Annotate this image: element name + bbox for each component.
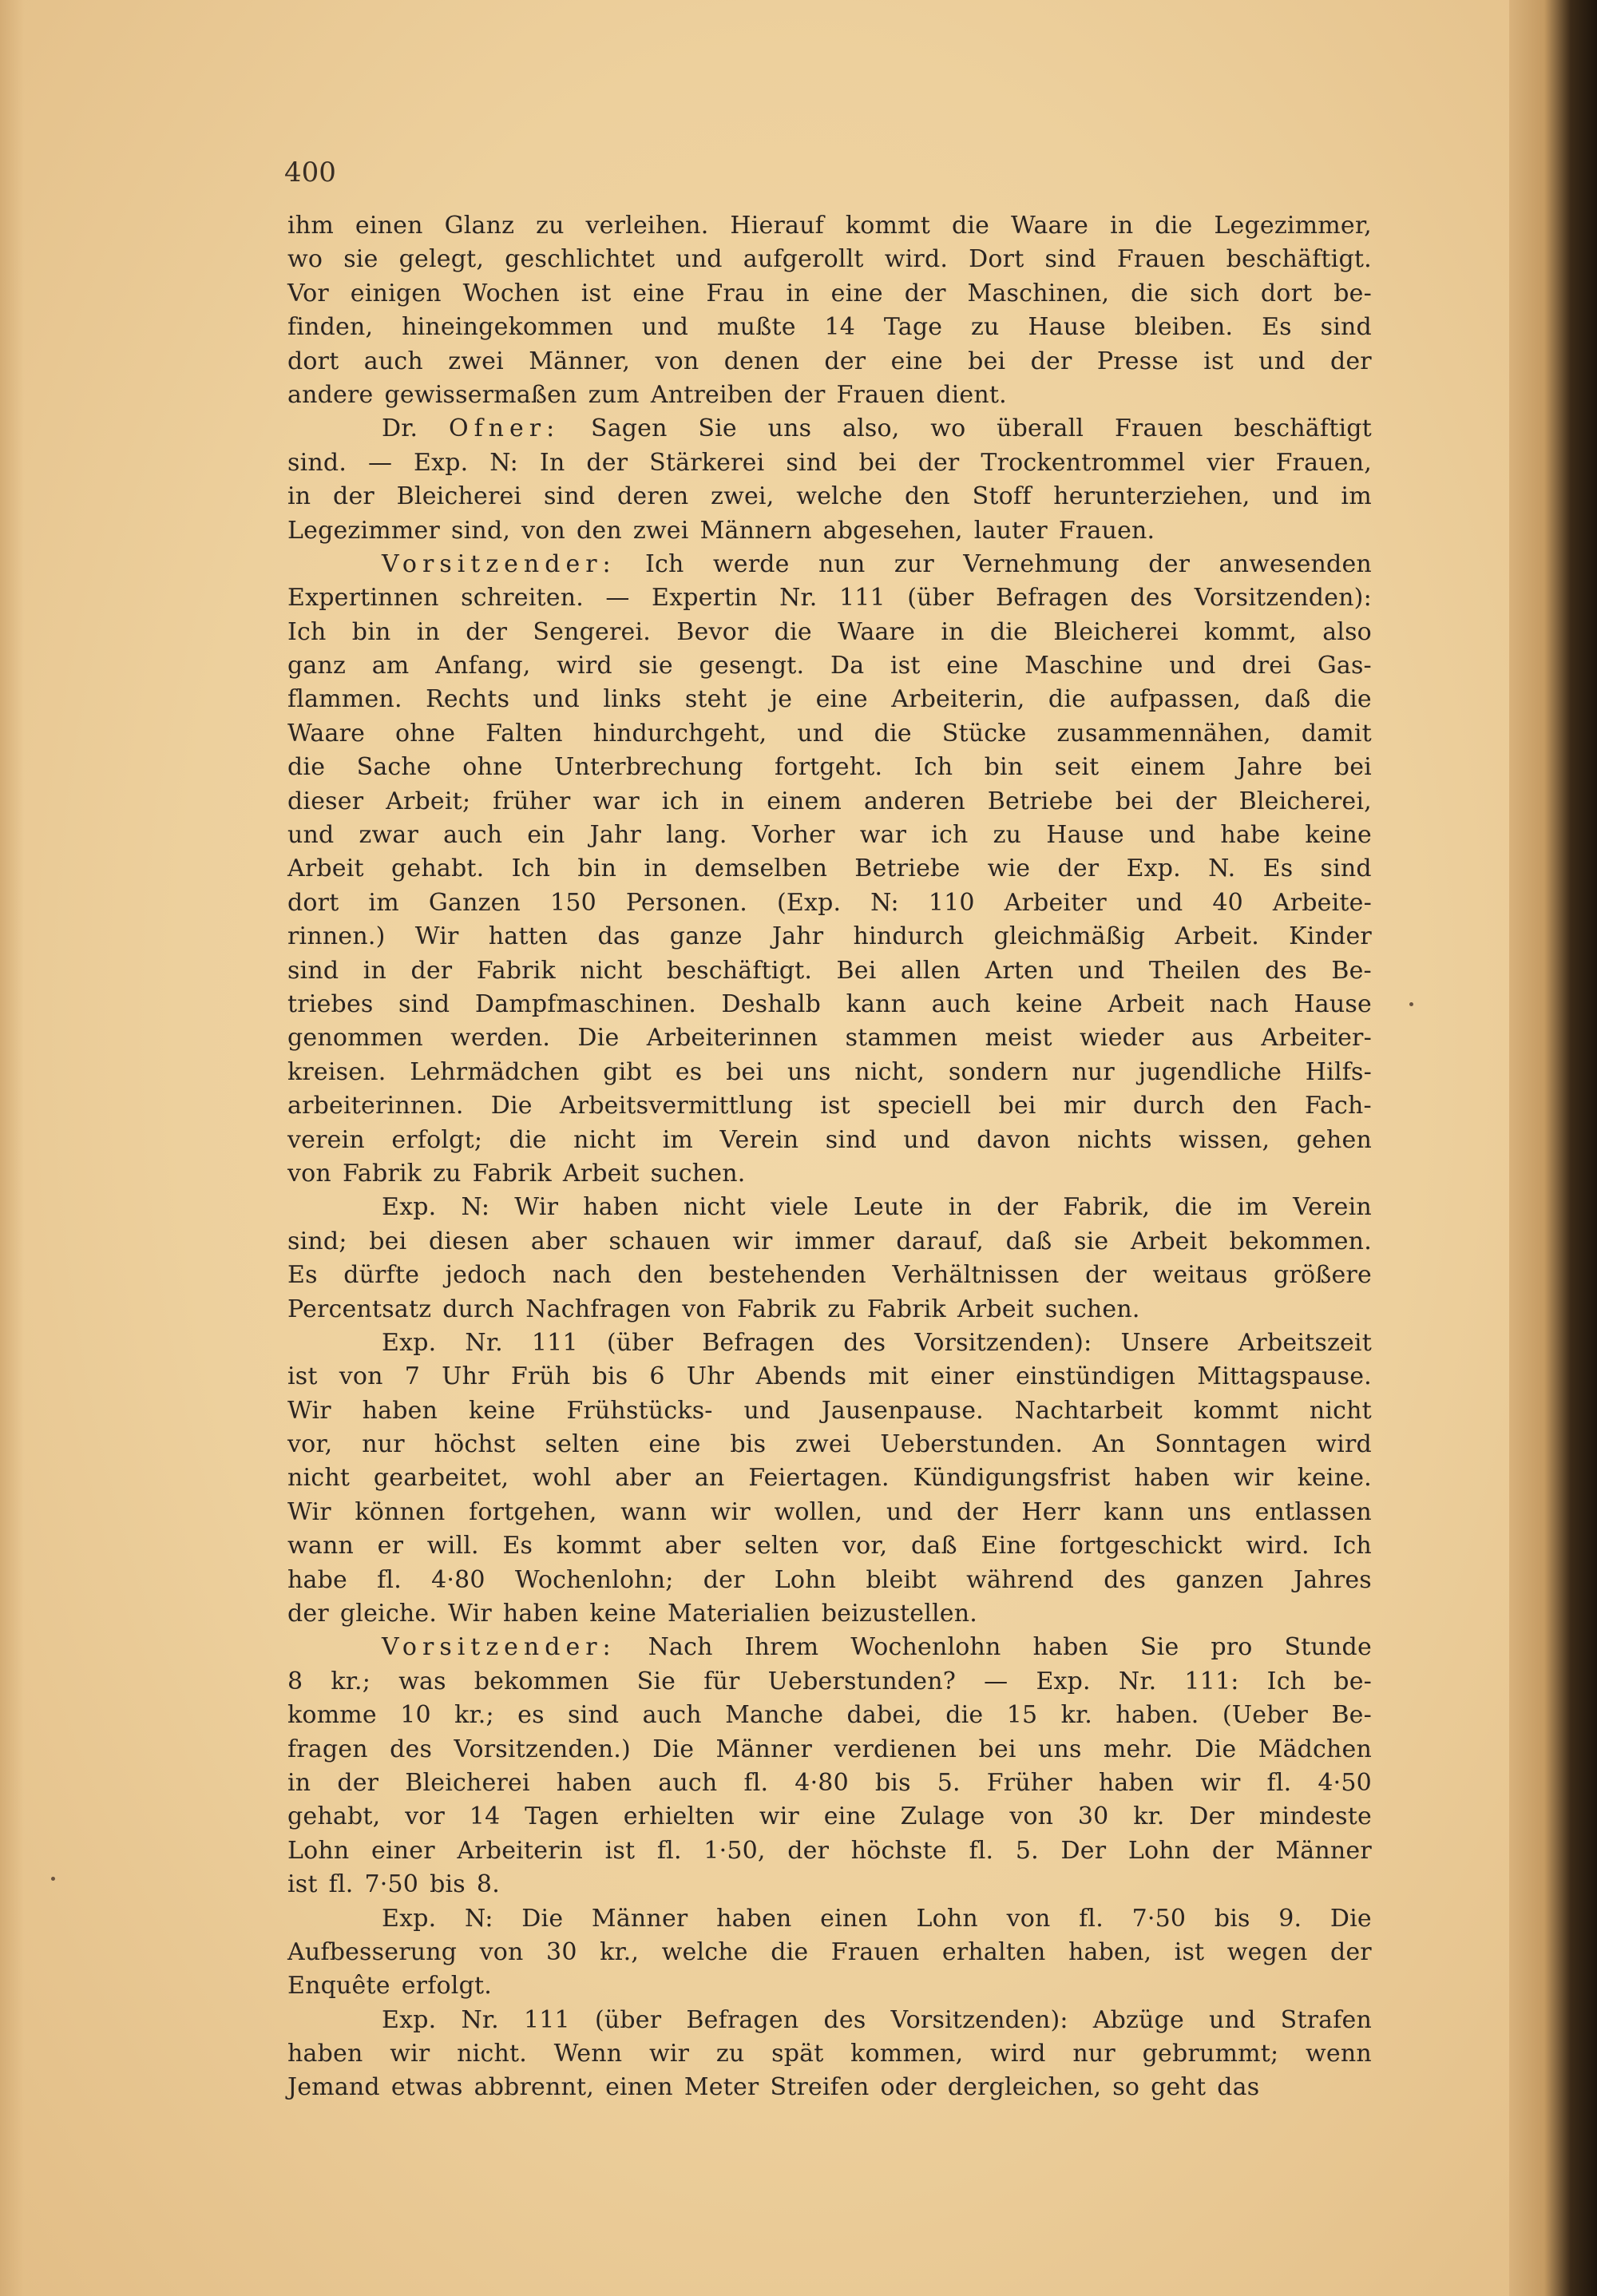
text-line: wo sie gelegt, geschlichtet und aufgerollt wird. Dort sind Frauen beschäftigt.: [287, 245, 1372, 274]
text-line: arbeiterinnen. Die Arbeitsvermittlung ist speciell bei mir durch den Fach-: [287, 1092, 1372, 1120]
text-line: in der Bleicherei haben auch fl. 4·80 bis 5. Früher haben wir fl. 4·50: [287, 1768, 1372, 1797]
text-line: 8 kr.; was bekommen Sie für Ueberstunden? — Exp. Nr. 111: Ich be-: [287, 1667, 1372, 1695]
text-line: sind in der Fabrik nicht beschäftigt. Bei allen Arten und Theilen des Be-: [287, 956, 1372, 985]
text-line: in der Bleicherei sind deren zwei, welche den Stoff herunterziehen, und im: [287, 482, 1372, 511]
paper-fleck: [51, 1877, 55, 1881]
text-line: triebes sind Dampfmaschinen. Deshalb kann auch keine Arbeit nach Hause: [287, 989, 1372, 1018]
text-line: verein erfolgt; die nicht im Verein sind und davon nichts wissen, gehen: [287, 1125, 1372, 1154]
paragraph: [287, 209, 1372, 412]
text-line: gehabt, vor 14 Tagen erhielten wir eine Zulage von 30 kr. Der mindeste: [287, 1802, 1372, 1831]
text-line: Percentsatz durch Nachfragen von Fabrik zu Fabrik Arbeit suchen.: [287, 1295, 1140, 1323]
text-line: Es dürfte jedoch nach den bestehenden Verhältnissen der weitaus größere: [287, 1261, 1372, 1290]
text-line: Arbeit gehabt. Ich bin in demselben Betriebe wie der Exp. N. Es sind: [287, 855, 1372, 883]
text-line: ist von 7 Uhr Früh bis 6 Uhr Abends mit einer einstündigen Mittagspause.: [287, 1362, 1372, 1391]
text-line: Ich bin in der Sengerei. Bevor die Waare in die Bleicherei kommt, also: [287, 617, 1372, 646]
text-line: die Sache ohne Unterbrechung fortgeht. Ich bin seit einem Jahre bei: [287, 753, 1372, 782]
text-line: sind. — Exp. N: In der Stärkerei sind bei der Trockentrommel vier Frauen,: [287, 448, 1372, 477]
paragraph: [287, 1631, 1372, 1901]
paragraph: [287, 2004, 1372, 2105]
text-line: Wir können fortgehen, wann wir wollen, und der Herr kann uns entlassen: [287, 1497, 1372, 1526]
text-line: von Fabrik zu Fabrik Arbeit suchen.: [287, 1159, 746, 1188]
text-line: habe fl. 4·80 Wochenlohn; der Lohn bleibt während des ganzen Jahres: [287, 1565, 1372, 1594]
text-line: sind; bei diesen aber schauen wir immer darauf, daß sie Arbeit bekommen.: [287, 1227, 1372, 1255]
text-line: ist fl. 7·50 bis 8.: [287, 1870, 500, 1899]
text-line: Exp. Nr. 111 (über Befragen des Vorsitzenden): Unsere Arbeitszeit: [382, 1328, 1372, 1357]
text-line: Vorsitzender: Nach Ihrem Wochenlohn haben Sie pro Stunde: [382, 1633, 1372, 1662]
text-line: ihm einen Glanz zu verleihen. Hierauf kommt die Waare in die Legezimmer,: [287, 212, 1372, 240]
text-line: ganz am Anfang, wird sie gesengt. Da ist eine Maschine und drei Gas-: [287, 652, 1372, 680]
text-line: vor, nur höchst selten eine bis zwei Ueberstunden. An Sonntagen wird: [287, 1430, 1372, 1459]
paper-fleck: [1409, 1002, 1413, 1006]
text-line: Aufbesserung von 30 kr., welche die Frauen erhalten haben, ist wegen der: [287, 1937, 1372, 1966]
text-line: Exp. N: Wir haben nicht viele Leute in der Fabrik, die im Verein: [382, 1193, 1372, 1222]
text-line: genommen werden. Die Arbeiterinnen stammen meist wieder aus Arbeiter-: [287, 1024, 1372, 1053]
text-line: dieser Arbeit; früher war ich in einem anderen Betriebe bei der Bleicherei,: [287, 787, 1372, 815]
text-line: kreisen. Lehrmädchen gibt es bei uns nicht, sondern nur jugendliche Hilfs-: [287, 1057, 1372, 1086]
paragraph: [287, 1191, 1372, 1326]
text-line: rinnen.) Wir hatten das ganze Jahr hindurch gleichmäßig Arbeit. Kinder: [287, 922, 1372, 951]
page-number: 400: [284, 157, 336, 188]
paragraph: [287, 1902, 1372, 2004]
text-line: Waare ohne Falten hindurchgeht, und die Stücke zusammennähen, damit: [287, 719, 1372, 747]
text-line: nicht gearbeitet, wohl aber an Feiertagen. Kündigungsfrist haben wir keine.: [287, 1464, 1372, 1493]
page-left-edge: [0, 0, 24, 2296]
text-line: komme 10 kr.; es sind auch Manche dabei, die 15 kr. haben. (Ueber Be-: [287, 1701, 1372, 1730]
text-line: flammen. Rechts und links steht je eine Arbeiterin, die aufpassen, daß die: [287, 685, 1372, 714]
text-line: dort im Ganzen 150 Personen. (Exp. N: 110 Arbeiter und 40 Arbeite-: [287, 888, 1372, 917]
paragraph: [287, 412, 1372, 548]
text-line: fragen des Vorsitzenden.) Die Männer verdienen bei uns mehr. Die Mädchen: [287, 1735, 1372, 1763]
text-line: haben wir nicht. Wenn wir zu spät kommen, wird nur gebrummt; wenn: [287, 2040, 1372, 2068]
paragraph: [287, 548, 1372, 1191]
text-line: Jemand etwas abbrennt, einen Meter Streifen oder dergleichen, so geht das: [287, 2073, 1260, 2102]
text-line: der gleiche. Wir haben keine Materialien beizustellen.: [287, 1600, 978, 1628]
text-line: Dr. Ofner: Sagen Sie uns also, wo überall Frauen beschäftigt: [382, 414, 1372, 443]
text-line: finden, hineingekommen und mußte 14 Tage zu Hause bleiben. Es sind: [287, 313, 1372, 342]
text-line: Lohn einer Arbeiterin ist fl. 1·50, der höchste fl. 5. Der Lohn der Männer: [287, 1836, 1372, 1865]
paragraph: [287, 1326, 1372, 1632]
text-line: Legezimmer sind, von den zwei Männern abgesehen, lauter Frauen.: [287, 516, 1155, 545]
body-text: [287, 209, 1372, 2105]
text-line: und zwar auch ein Jahr lang. Vorher war ich zu Hause und habe keine: [287, 821, 1372, 850]
text-line: Exp. Nr. 111 (über Befragen des Vorsitzenden): Abzüge und Strafen: [382, 2005, 1372, 2034]
text-line: dort auch zwei Männer, von denen der eine bei der Presse ist und der: [287, 347, 1372, 375]
text-line: Vorsitzender: Ich werde nun zur Vernehmung der anwesenden: [382, 549, 1372, 578]
text-line: Vor einigen Wochen ist eine Frau in eine der Maschinen, die sich dort be-: [287, 279, 1372, 307]
text-line: Exp. N: Die Männer haben einen Lohn von fl. 7·50 bis 9. Die: [382, 1904, 1372, 1933]
text-line: Enquête erfolgt.: [287, 1972, 492, 2001]
text-line: Expertinnen schreiten. — Expertin Nr. 111 (über Befragen des Vorsitzenden):: [287, 584, 1372, 613]
text-line: andere gewissermaßen zum Antreiben der Frauen dient.: [287, 380, 1007, 409]
text-line: wann er will. Es kommt aber selten vor, daß Eine fortgeschickt wird. Ich: [287, 1532, 1372, 1560]
book-spine: [1509, 0, 1597, 2296]
text-line: Wir haben keine Frühstücks- und Jausenpause. Nachtarbeit kommt nicht: [287, 1396, 1372, 1425]
